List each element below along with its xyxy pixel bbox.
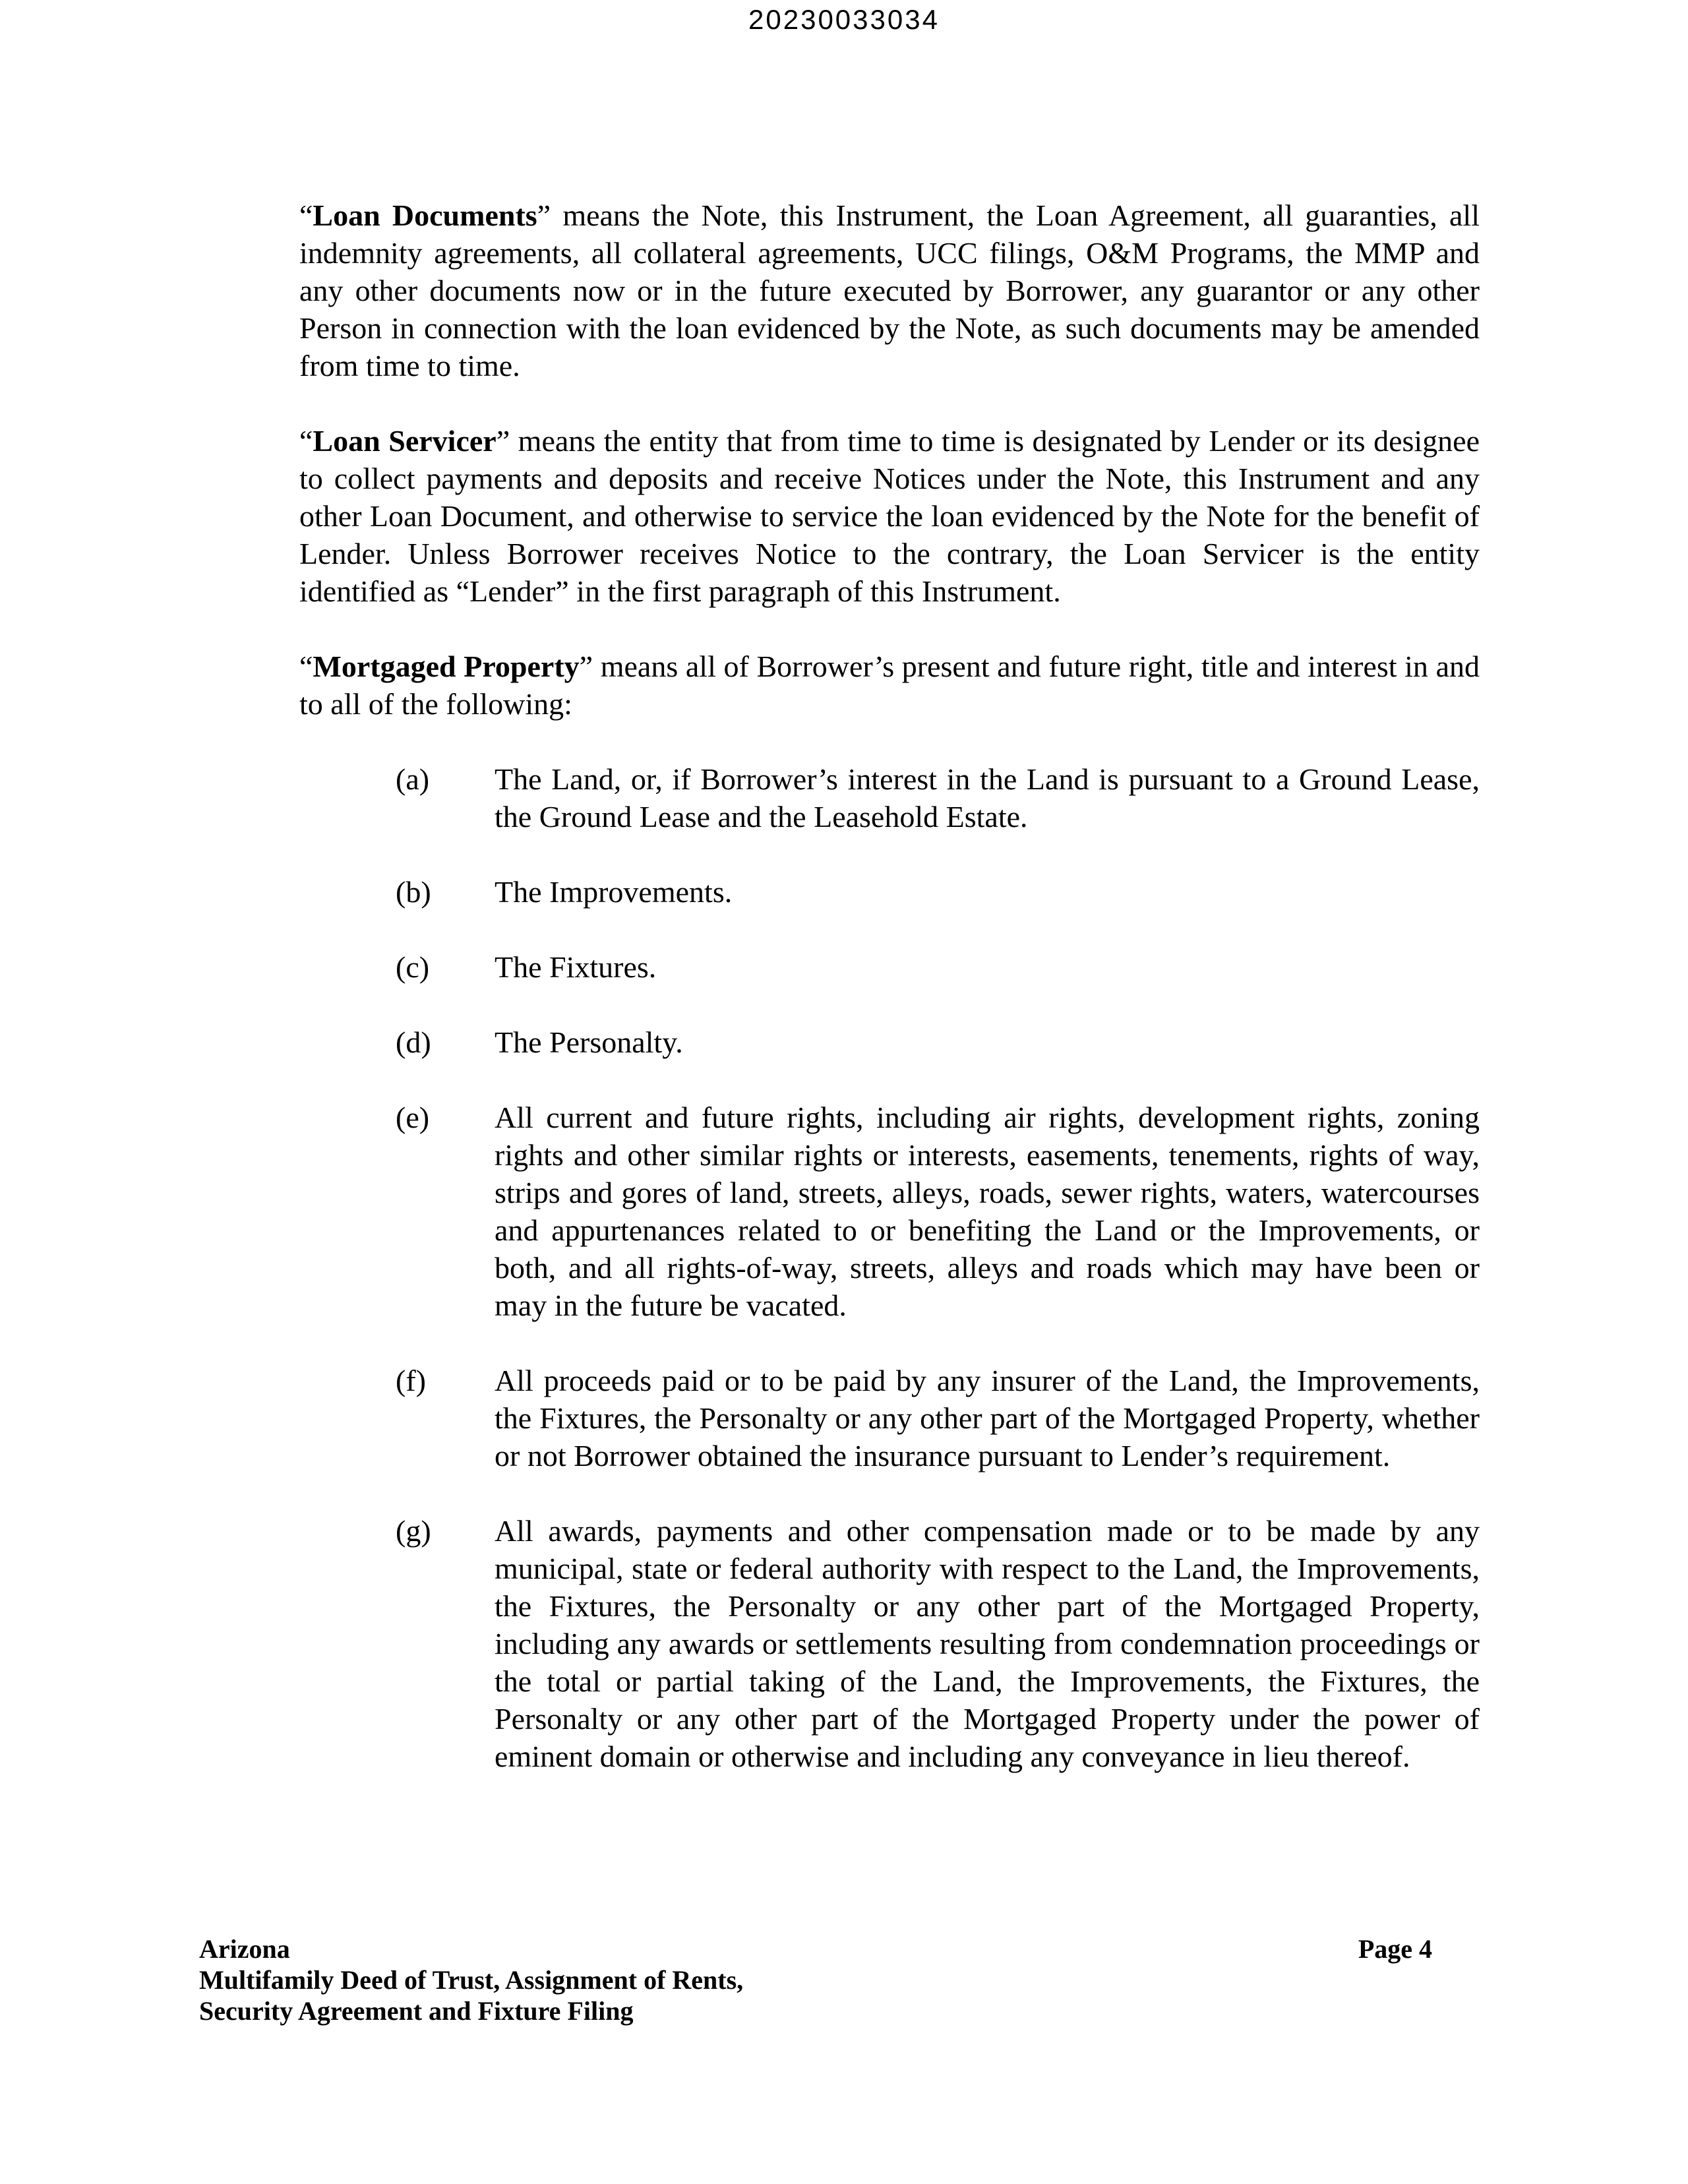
list-item xyxy=(299,948,1480,986)
defined-term: Loan Servicer xyxy=(313,424,497,458)
page-footer xyxy=(199,1933,1432,2026)
page-number: Page 4 xyxy=(1358,1934,1432,1964)
list-item-text: All current and future rights, including air rights, development rights, zoning rights and other similar rights or interests, easements, tenements, rights of way, strips and gores of land, streets, alleys, roads, sewer rights, waters, watercourses and appurtenances related to or benefiting the Land or the Improvements, or both, and all rights-of-way, streets, alleys and roads which may have been or may in the future be vacated. xyxy=(495,1101,1480,1322)
list-item-text: The Improvements. xyxy=(495,875,733,909)
list-item-text: The Land, or, if Borrower’s interest in the Land is pursuant to a Ground Lease, the Ground Lease and the Leasehold Estate. xyxy=(495,762,1480,834)
definition-text: ” means the Note, this Instrument, the Loan Agreement, all guaranties, all indemnity agreements, all collateral agreements, UCC filings, O&M Programs, the MMP and any other documents now or in the future executed by Borrower, any guarantor or any other Person in connection with the loan evidenced by the Note, as such documents may be amended from time to time. xyxy=(299,198,1480,382)
open-quote: “ xyxy=(299,650,313,683)
mortgaged-property-list xyxy=(299,760,1480,1775)
list-marker: (f) xyxy=(396,1364,426,1397)
list-item xyxy=(299,1362,1480,1474)
recording-number: 20230033034 xyxy=(748,4,940,35)
open-quote: “ xyxy=(299,198,313,232)
list-item-text: All proceeds paid or to be paid by any insurer of the Land, the Improvements, the Fixtures, the Personalty or any other part of the Mortgaged Property, whether or not Borrower obtained the insurance pursuant to Lender’s requirement. xyxy=(495,1364,1480,1472)
list-item xyxy=(299,1512,1480,1775)
list-item-text: The Personalty. xyxy=(495,1025,683,1059)
list-marker: (c) xyxy=(396,950,430,984)
footer-doc-title-line2: Security Agreement and Fixture Filing xyxy=(199,1996,634,2026)
definition-text: ” means the entity that from time to time is designated by Lender or its designee to collect payments and deposits and receive Notices under the Note, this Instrument and any other Loan Document, and otherwise to service the loan evidenced by the Note for the benefit of Lender. Unless Borrower receives Notice to the contrary, the Loan Servicer is the entity identified as “Lender” in the first paragraph of this Instrument. xyxy=(299,424,1480,608)
defined-term: Loan Documents xyxy=(313,198,537,232)
footer-doc-title-line1: Multifamily Deed of Trust, Assignment of Rents, xyxy=(199,1965,744,1995)
list-marker: (e) xyxy=(396,1101,430,1134)
list-item xyxy=(299,873,1480,911)
footer-state: Arizona xyxy=(199,1934,290,1964)
list-item xyxy=(299,1023,1480,1061)
list-item xyxy=(299,760,1480,835)
list-item-text: The Fixtures. xyxy=(495,950,657,984)
list-item-text: All awards, payments and other compensation made or to be made by any municipal, state or federal authority with respect to the Land, the Improvements, the Fixtures, the Personalty or any other part of the Mortgaged Property, including any awards or settlements resulting from condemnation proceedings or the total or partial taking of the Land, the Improvements, the Fixtures, the Personalty or any other part of the Mortgaged Property under the power of eminent domain or otherwise and including any conveyance in lieu thereof. xyxy=(495,1514,1480,1773)
definition-loan-servicer xyxy=(299,422,1480,610)
definition-text: ” means all of Borrower’s present and future right, title and interest in and to all of the following: xyxy=(299,650,1480,721)
definition-loan-documents xyxy=(299,197,1480,384)
document-body xyxy=(299,197,1480,1813)
list-marker: (g) xyxy=(396,1514,431,1548)
list-marker: (b) xyxy=(396,875,431,909)
defined-term: Mortgaged Property xyxy=(313,650,580,683)
definition-mortgaged-property xyxy=(299,648,1480,723)
list-marker: (d) xyxy=(396,1025,431,1059)
list-item xyxy=(299,1099,1480,1324)
list-marker: (a) xyxy=(396,762,430,796)
open-quote: “ xyxy=(299,424,313,458)
